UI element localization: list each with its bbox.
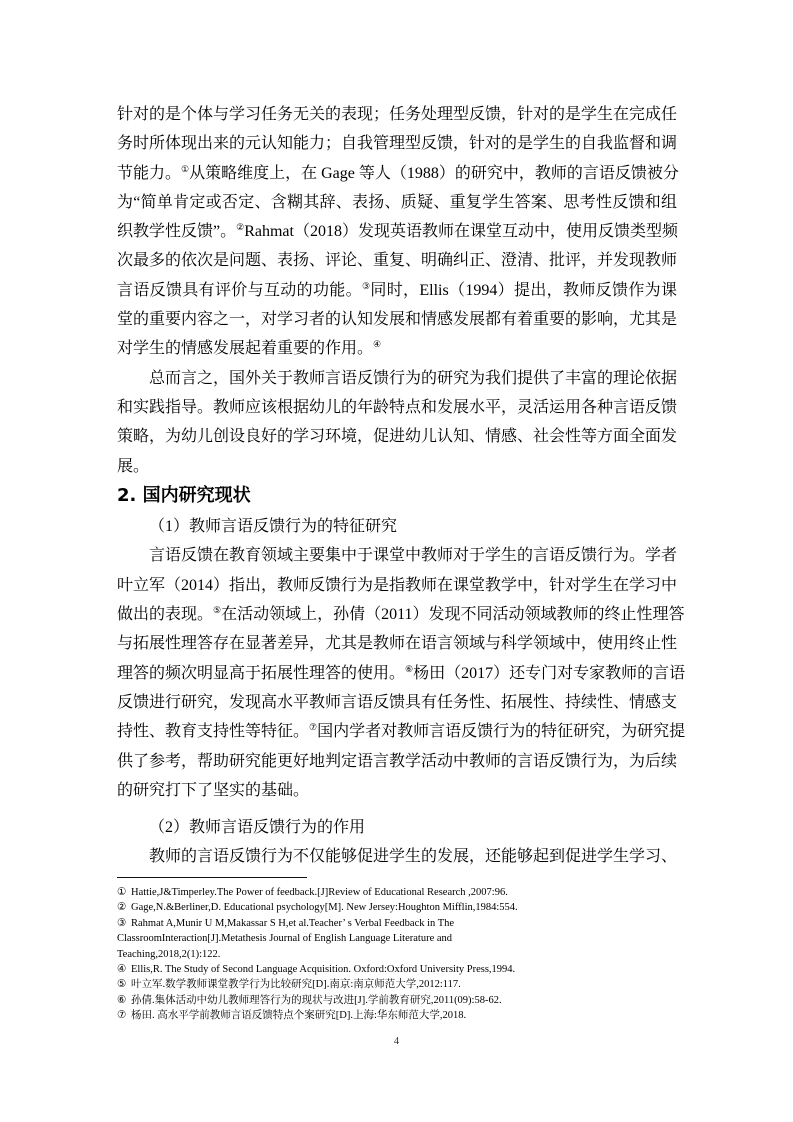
footnote-line	[117, 885, 677, 900]
footnote-marker: ⑤	[117, 978, 127, 991]
footnote-marker: ①	[117, 886, 127, 898]
text-segment: 从策略维度上，在 Gage 等人（1988）的研究中，教师的言语反馈被分	[189, 164, 679, 182]
footnote-reference: ⑤	[213, 605, 222, 616]
footnote-line	[117, 916, 677, 931]
text-line	[117, 305, 677, 334]
page-number: 4	[393, 1036, 400, 1047]
text-line	[117, 659, 686, 688]
text-segment: 反馈进行研究，发现高水平教师言语反馈具有任务性、拓展性、持续性、情感支	[117, 693, 678, 711]
text-segment: Rahmat（2018）发现英语教师在课堂互动中，使用反馈类型频	[244, 223, 678, 241]
footnote-line	[117, 900, 677, 915]
text-segment: 在活动领域上，孙倩（2011）发现不同活动领域教师的终止性理答	[221, 606, 685, 624]
text-line	[117, 629, 677, 658]
text-segment: 叶立军（2014）指出，教师反馈行为是指教师在课堂教学中，针对学生在学习中	[117, 576, 678, 594]
text-segment: 总而言之，国外关于教师言语反馈行为的研究为我们提供了丰富的理论依据	[149, 369, 678, 387]
text-line	[117, 276, 677, 305]
text-segment: 针对的是个体与学习任务无关的表现；任务处理型反馈，针对的是学生在完成任	[117, 106, 678, 123]
text-line	[117, 364, 677, 393]
footnote-text: Rahmat A,Munir U M,Makassar S H,et al.Teacher’ s Verbal Feedback in The	[131, 917, 455, 929]
footnote-marker: ③	[117, 916, 127, 929]
footnote-text: 杨田. 高水平学前教师言语反馈特点个案研究[D].上海:华东师范大学,2018.	[131, 1010, 467, 1022]
footnote-item	[117, 993, 677, 1008]
footnote-line	[117, 977, 677, 992]
text-segment: 为“简单肯定或否定、含糊其辞、表扬、质疑、重复学生答案、思考性反馈和组	[117, 193, 677, 211]
text-segment: 堂的重要内容之一，对学习者的认知发展和情感发展都有着重要的影响，尤其是	[117, 311, 678, 329]
footnote-text: Teaching,2018,2(1):122.	[117, 948, 221, 960]
text-segment: 做出的表现。	[117, 606, 214, 624]
footnotes	[117, 885, 677, 1024]
text-line	[117, 747, 677, 776]
footnote-item	[117, 916, 677, 962]
text-segment: 次最多的依次是问题、表扬、评论、重复、明确纠正、澄清、批评，并发现教师	[117, 252, 678, 270]
text-line	[117, 688, 677, 717]
text-segment: 理答的频次明显高于拓展性理答的使用。	[117, 664, 406, 682]
text-segment: 与拓展性理答存在显著差异，尤其是教师在语言领域与科学领域中，使用终止性	[117, 635, 678, 653]
footnote-reference: ②	[236, 222, 245, 233]
text-segment: 织教学性反馈”。	[117, 223, 237, 241]
footnote-reference: ⑥	[405, 663, 414, 674]
footnote-item	[117, 885, 677, 900]
text-segment: 的研究打下了坚实的基础。	[117, 781, 310, 799]
footnote-text: 叶立军.数学教师课堂教学行为比较研究[D].南京:南京师范大学,2012:117.	[131, 979, 461, 991]
footnote-item	[117, 977, 677, 992]
text-segment: 对学生的情感发展起着重要的作用。	[117, 340, 374, 358]
text-segment: 言语反馈具有评价与互动的功能。	[117, 281, 362, 299]
paragraph	[117, 100, 677, 364]
section-heading: 2. 国内研究现状	[117, 484, 251, 506]
footnote-line	[117, 947, 677, 962]
text-line	[117, 571, 677, 600]
footnote-item	[117, 1008, 677, 1023]
text-line	[117, 541, 677, 570]
footnote-item	[117, 962, 677, 977]
text-segment: 策略，为幼儿创设良好的学习环境，促进幼儿认知、情感、社会性等方面全面发	[117, 428, 678, 446]
text-line	[117, 246, 677, 275]
footnote-line	[117, 993, 677, 1008]
footnote-line	[117, 962, 677, 977]
footnote-text: 孙倩.集体活动中幼儿教师理答行为的现状与改进[J].学前教育研究,2011(09):58-62.	[131, 994, 502, 1006]
footnote-reference: ①	[181, 163, 190, 174]
text-segment: 务时所体现出来的元认知能力；自我管理型反馈，针对的是学生的自我监督和调	[117, 135, 678, 153]
text-line	[117, 393, 677, 422]
footnote-text: Gage,N.&Berliner,D. Educational psychology[M]. New Jersey:Houghton Mifflin,1984:554.	[131, 902, 518, 914]
text-segment: 同时，Ellis（1994）提出，教师反馈作为课	[370, 281, 677, 299]
text-line	[117, 100, 677, 129]
text-segment: 言语反馈在教育领域主要集中于课堂中教师对于学生的言语反馈行为。学者	[149, 547, 678, 565]
text-line	[117, 217, 677, 246]
body-text	[117, 100, 686, 872]
text-segment: 和实践指导。教师应该根据幼儿的年龄特点和发展水平，灵活运用各种言语反馈	[117, 398, 678, 416]
footnote-reference: ③	[361, 280, 371, 291]
text-segment: 展。	[117, 457, 150, 475]
text-line	[117, 334, 677, 363]
text-segment: 教师的言语反馈行为不仅能够促进学生的发展，还能够起到促进学生学习、	[149, 848, 678, 866]
text-line	[117, 188, 677, 217]
footnote-line	[117, 1008, 677, 1023]
text-line	[117, 159, 677, 188]
text-segment: 节能力。	[117, 164, 182, 182]
footnote-line	[117, 931, 677, 946]
paragraph	[117, 842, 677, 871]
text-segment: 持性、教育支持性等特征。	[117, 723, 310, 741]
text-line	[117, 842, 677, 871]
subsection-heading: （2）教师言语反馈行为的作用	[149, 819, 366, 837]
text-line	[117, 452, 677, 481]
text-segment: 供了参考，帮助研究能更好地判定语言教学活动中教师的言语反馈行为，为后续	[117, 752, 678, 770]
footnote-reference: ⑦	[309, 722, 318, 733]
text-line	[117, 129, 677, 158]
text-segment: 国内学者对教师言语反馈行为的特征研究，为研究提	[317, 723, 686, 741]
footnote-marker: ⑦	[117, 1009, 127, 1022]
footnote-marker: ⑥	[117, 993, 127, 1006]
paragraph	[117, 364, 677, 481]
footnote-text: Hattie,J&Timperley.The Power of feedback.[J]Review of Educational Research ,2007:96.	[131, 887, 508, 898]
paragraph	[117, 541, 686, 805]
footnote-text: Ellis,R. The Study of Second Language Acquisition. Oxford:Oxford University Press,1994.	[131, 963, 516, 975]
text-line	[117, 717, 686, 746]
footnote-marker: ②	[117, 901, 127, 914]
subsection-heading: （1）教师言语反馈行为的特征研究	[149, 518, 398, 536]
footnote-item	[117, 900, 677, 915]
text-line	[117, 422, 677, 451]
text-line	[117, 776, 677, 805]
text-line	[117, 600, 685, 629]
footnote-marker: ④	[117, 962, 127, 975]
footnote-reference: ④	[373, 339, 382, 350]
footnote-text: ClassroomInteraction[J].Metathesis Journal of English Language Literature and	[117, 933, 453, 945]
footnote-separator	[117, 877, 307, 878]
text-segment: 杨田（2017）还专门对专家教师的言语	[413, 664, 686, 682]
